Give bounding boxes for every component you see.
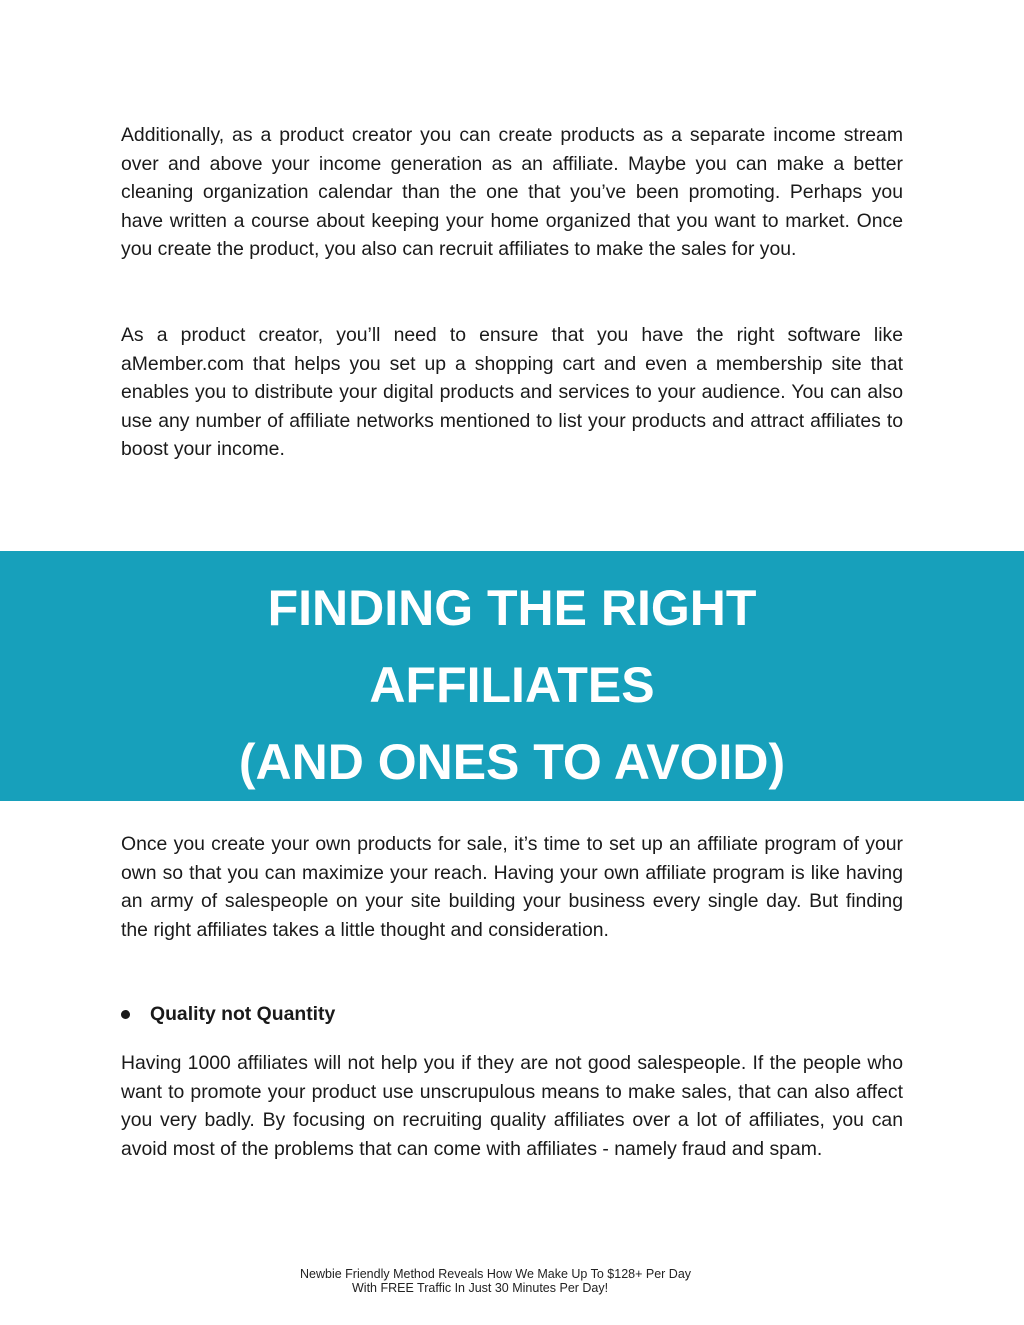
bullet-label: Quality not Quantity	[150, 1003, 336, 1025]
software-paragraph: As a product creator, you’ll need to ensure that you have the right software like aMember.com that helps you set up a shopping cart and even a membership site that enables you to distribute your digital products and services to your audience. You can also use any number of affiliate networks mentioned to list your products and attract affiliates to boost your income.	[121, 324, 903, 461]
intro-paragraph: Additionally, as a product creator you can create products as a separate income stream over and above your income generation as an affiliate. Maybe you can make a better cleaning organization calendar than the one that you’ve been promoting. Perhaps you have written a course about keeping your home organized that you want to market. Once you create the product, you also can recruit affiliates to make the sales for you.	[121, 124, 903, 261]
section-heading	[0, 570, 1024, 801]
page-footer	[0, 1267, 1024, 1295]
bullet-dot-icon	[121, 1010, 130, 1019]
heading-line-1: FINDING THE RIGHT	[267, 580, 757, 636]
footer-line-1: Newbie Friendly Method Reveals How We Make Up To $128+ Per Day	[300, 1267, 692, 1281]
quality-paragraph: Having 1000 affiliates will not help you if they are not good salespeople. If the people who want to promote your product use unscrupulous means to make sales, that can also affect you very badly. By focusing on recruiting quality affiliates over a lot of affiliates, you can avoid most of the problems that can come with affiliates - namely fraud and spam.	[121, 1052, 903, 1160]
affiliate-program-paragraph: Once you create your own products for sale, it’s time to set up an affiliate program of your own so that you can maximize your reach. Having your own affiliate program is like having an army of salespeople on your site building your business every single day. But finding the right affiliates takes a little thought and consideration.	[121, 833, 903, 941]
footer-line-2: With FREE Traffic In Just 30 Minutes Per Day!	[352, 1281, 609, 1295]
bullet-item	[121, 1000, 335, 1028]
heading-line-2: AFFILIATES	[369, 657, 655, 713]
heading-line-3: (AND ONES TO AVOID)	[238, 734, 786, 790]
